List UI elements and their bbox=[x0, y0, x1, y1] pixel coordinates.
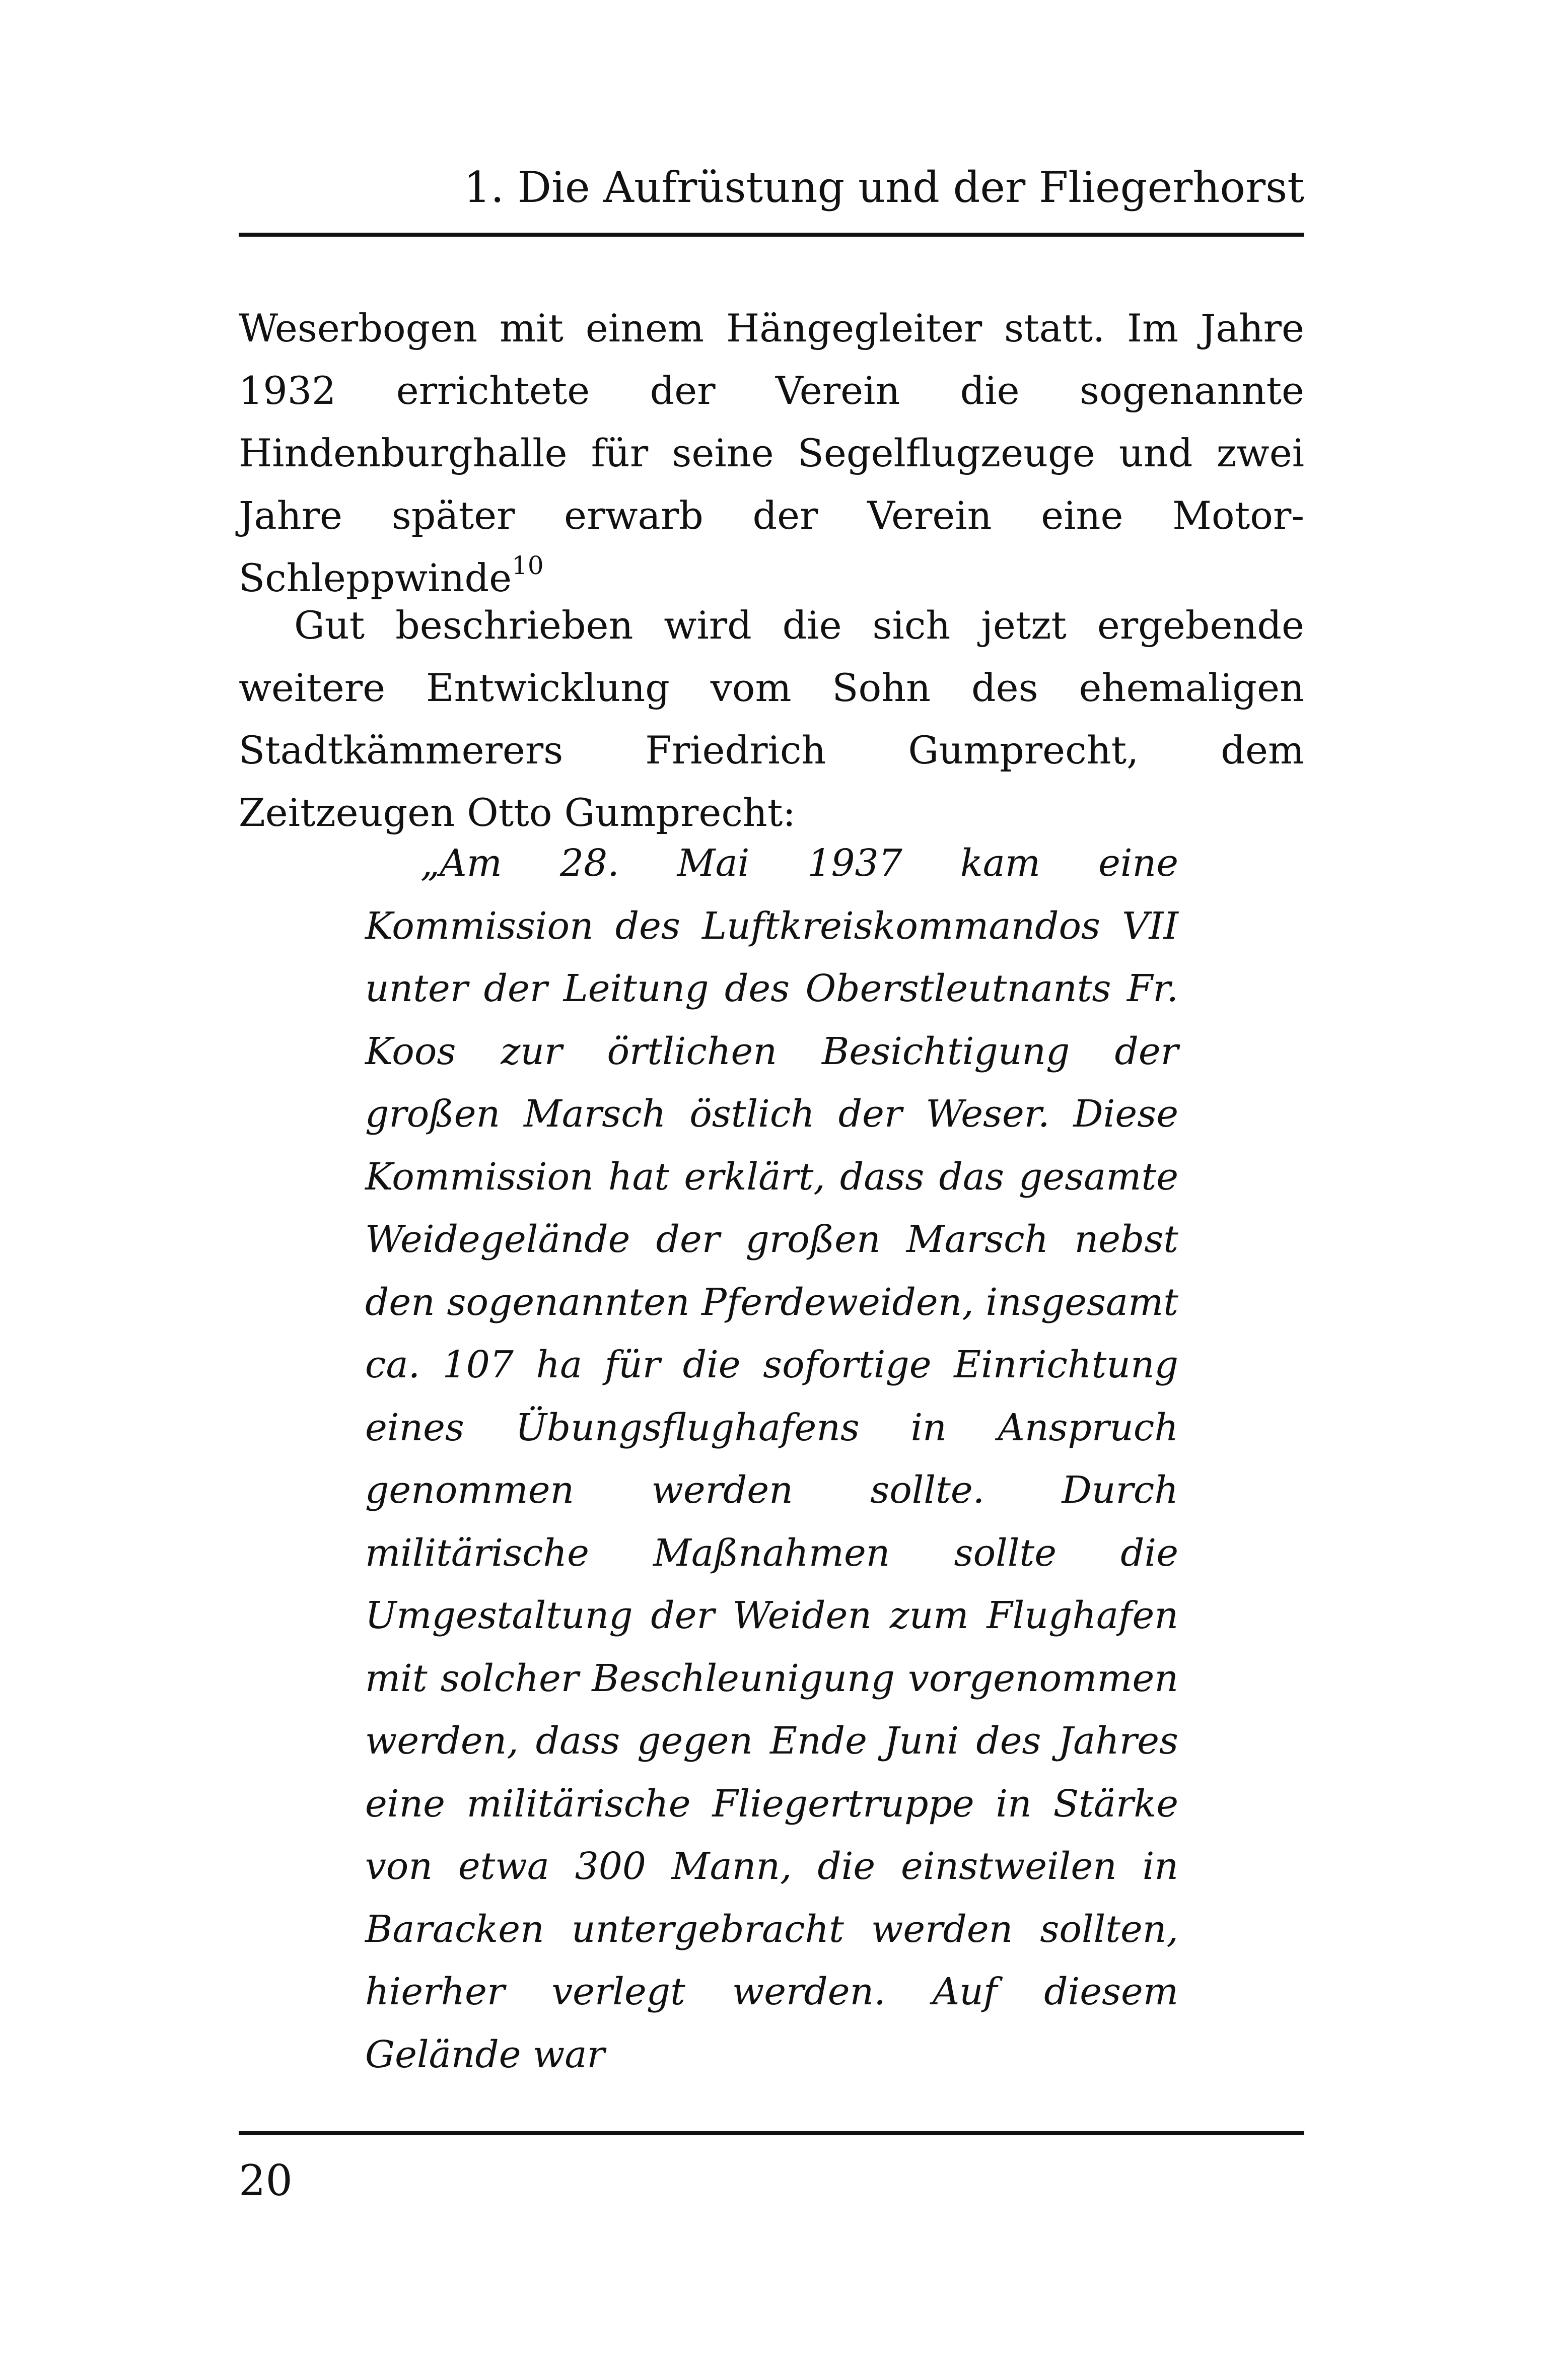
footer-rule bbox=[239, 2131, 1304, 2135]
running-header: 1. Die Aufrüstung und der Fliegerhorst bbox=[463, 163, 1304, 212]
paragraph-1-text: Weserbogen mit einem Hängegleiter statt. Im Jahre 1932 errichtete der Verein die sogenannte Hindenburghalle für seine Segelflugzeuge und zwei Jahre später erwarb der Verein eine Motor-Schleppwinde bbox=[239, 306, 1304, 600]
paragraph-1 bbox=[239, 297, 1304, 609]
header-rule bbox=[239, 233, 1304, 237]
page-number: 20 bbox=[239, 2156, 293, 2205]
paragraph-2: Gut beschrieben wird die sich jetzt ergebende weitere Entwicklung vom Sohn des ehemaligen Stadtkämmerers Friedrich Gumprecht, dem Zeitzeugen Otto Gumprecht: bbox=[239, 603, 1304, 835]
footnote-reference: 10 bbox=[512, 550, 544, 580]
block-quote: „Am 28. Mai 1937 kam eine Kommission des Luftkreiskommandos VII unter der Leitung des Oberstleutnants Fr. Koos zur örtlichen Besichtigung der großen Marsch östlich der Weser. Diese Kommission hat erklärt, dass das gesamte Weidegelände der großen Marsch nebst den sogenannten Pferdeweiden, insgesamt ca. 107 ha für die sofortige Einrichtung eines Übungsflughafens in Anspruch genommen werden sollte. Durch militärische Maßnahmen sollte die Umgestaltung der Weiden zum Flughafen mit solcher Beschleunigung vorgenommen werden, dass gegen Ende Juni des Jahres eine militärische Fliegertruppe in Stärke von etwa 300 Mann, die einstweilen in Baracken untergebracht werden sollten, hierher verlegt werden. Auf diesem Gelände war bbox=[365, 842, 1178, 2076]
